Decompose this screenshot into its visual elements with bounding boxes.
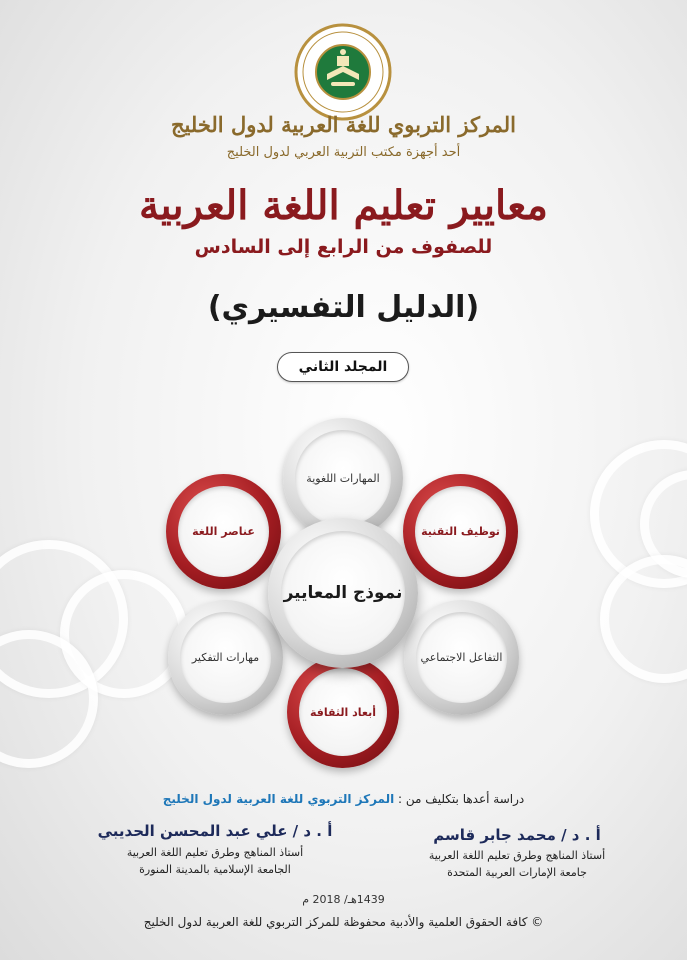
model-center-label: نموذج المعايير xyxy=(283,583,403,603)
model-node-thinking-skills xyxy=(168,600,283,715)
copyright-notice: © كافة الحقوق العلمية والأدبية محفوظة للمركز التربوي للغة العربية لدول الخليج xyxy=(143,915,544,929)
background-ring xyxy=(600,555,687,683)
author-block-1 xyxy=(407,826,627,879)
model-node-technology xyxy=(403,474,518,589)
model-center xyxy=(268,518,418,668)
node-label: المهارات اللغوية xyxy=(306,471,380,485)
guide-title: (الدليل التفسيري) xyxy=(207,290,480,325)
model-node-social-interaction xyxy=(404,600,519,715)
author-affiliation: الجامعة الإسلامية بالمدينة المنورة xyxy=(139,863,291,876)
author-name: أ . د / علي عبد المحسن الحديبي xyxy=(97,822,333,840)
study-credit xyxy=(0,792,687,806)
volume-badge: المجلد الثاني xyxy=(277,352,409,382)
study-organization: المركز التربوي للغة العربية لدول الخليج xyxy=(162,792,395,806)
author-block-2 xyxy=(95,822,335,876)
grade-subtitle: للصفوف من الرابع إلى السادس xyxy=(194,236,493,258)
author-title: أستاذ المناهج وطرق تعليم اللغة العربية xyxy=(428,849,606,862)
study-prefix: دراسة أعدها بتكليف من : xyxy=(398,792,525,806)
model-node-culture xyxy=(287,656,399,768)
author-name: أ . د / محمد جابر قاسم xyxy=(433,826,601,844)
node-label: عناصر اللغة xyxy=(192,525,255,538)
organization-name: المركز التربوي للغة العربية لدول الخليج xyxy=(171,112,516,137)
publication-date: 1439هـ/ 2018 م xyxy=(302,893,385,906)
node-label: أبعاد الثقافة xyxy=(309,705,377,719)
logo-emblem-icon xyxy=(293,22,393,122)
node-label: مهارات التفكير xyxy=(191,651,260,664)
logo xyxy=(293,22,393,122)
node-label: التفاعل الاجتماعي xyxy=(420,651,503,664)
main-title: معايير تعليم اللغة العربية xyxy=(139,182,548,229)
model-node-language-elements xyxy=(166,474,281,589)
node-label: توظيف التقنية xyxy=(421,525,500,538)
author-affiliation: جامعة الإمارات العربية المتحدة xyxy=(447,866,587,879)
organization-subname: أحد أجهزة مكتب التربية العربي لدول الخليج xyxy=(226,145,461,160)
author-title: أستاذ المناهج وطرق تعليم اللغة العربية xyxy=(126,846,304,859)
